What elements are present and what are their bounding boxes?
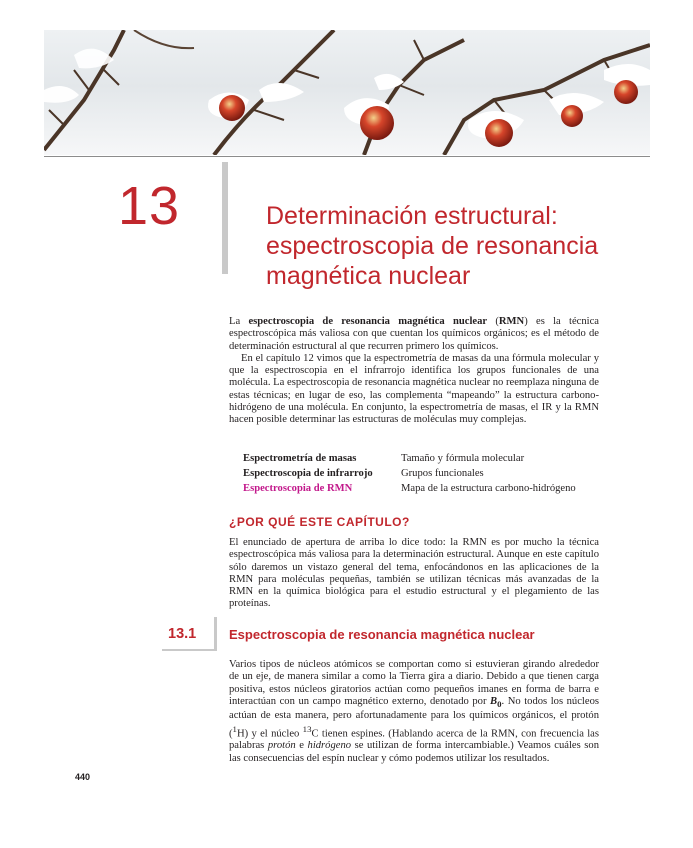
technique-description: Tamaño y fórmula molecular bbox=[401, 453, 525, 464]
header-rule bbox=[44, 156, 650, 157]
superscript: 13 bbox=[302, 723, 312, 734]
section-paragraph bbox=[229, 659, 599, 765]
technique-description: Mapa de la estructura carbono-hidrógeno bbox=[401, 483, 576, 494]
b0-subscript: 0 bbox=[497, 699, 502, 709]
chapter-title-line: magnética nuclear bbox=[266, 262, 471, 290]
text-run: e bbox=[295, 740, 308, 752]
chapter-title-line: espectroscopia de resonancia bbox=[266, 232, 599, 260]
technique-row bbox=[243, 481, 576, 496]
intro-text bbox=[229, 316, 599, 427]
text-run: ( bbox=[487, 316, 499, 327]
section-title: Espectroscopia de resonancia magnética nuclear bbox=[229, 627, 535, 642]
text-run: H) y el núcleo bbox=[236, 728, 303, 740]
bold-term: espectroscopia de resonancia magnética nuclear bbox=[248, 316, 488, 327]
technique-name: Espectroscopia de infrarrojo bbox=[243, 468, 373, 479]
text-run: Varios tipos de núcleos atómicos se comportan como si estuvieran girando alrededor de un eje, de manera similar a como la Tierra gira a diario. Debido a que tienen carga positiva, estos núcleos giratorios actúan como pequeños imanes en forma de barra e interactúan con un campo magnético externo, denotado por bbox=[229, 659, 599, 707]
italic-term: protón bbox=[267, 740, 296, 752]
technique-name: Espectrometría de masas bbox=[243, 453, 357, 464]
technique-row bbox=[243, 451, 576, 466]
text-run: . No todos los núcleos actúan de esta manera, pero afortunadamente para los químicos orgánicos, el protón ( bbox=[229, 695, 599, 740]
superscript: 1 bbox=[232, 723, 237, 734]
chapter-title bbox=[266, 201, 646, 291]
snowy-branches-berries-image bbox=[44, 30, 650, 155]
technique-description: Grupos funcionales bbox=[401, 468, 484, 479]
chapter-opener-photo bbox=[44, 30, 650, 155]
text-run: C tienen espines. (Hablando acerca de la RMN, con frecuencia las palabras bbox=[229, 728, 600, 752]
intro-paragraph-2: En el capítulo 12 vimos que la espectrometría de masas da una fórmula molecular y que la espectroscopia en el infrarrojo identifica los grupos funcionales de una molécula. La espectroscopia de resonancia magnética nuclear no reemplaza ninguna de estas técnicas; en lugar de eso, las complementa “mapeando” la estructura carbono-hidrógeno de una molécula. En conjunto, la espectrometría de masas, el IR y la RMN hacen posible determinar las estructuras de moléculas muy complejas. bbox=[229, 352, 599, 426]
technique-row bbox=[243, 466, 576, 481]
section-divider-bar bbox=[214, 617, 217, 649]
section-text bbox=[229, 659, 599, 765]
chapter-divider-bar bbox=[222, 162, 228, 274]
chapter-number: 13 bbox=[118, 176, 181, 236]
text-run: ) es la técnica espectroscópica más valiosa con que cuentan los químicos orgánicos; es el método de determinación estructural al que recurren primero los químicos. bbox=[229, 316, 599, 352]
why-chapter-text bbox=[229, 537, 599, 611]
why-paragraph: El enunciado de apertura de arriba lo dice todo: la RMN es por mucho la técnica espectroscópica más valiosa para la determinación estructural. Aunque en este capítulo sólo daremos un vistazo general del tema, enfocándonos en las aplicaciones de la RMN para moléculas pequeñas, también se utilizan técnicas más avanzadas de la RMN en la química biológica para el estudio estructural y el plegamiento de las proteínas. bbox=[229, 537, 599, 610]
italic-term: hidrógeno bbox=[307, 740, 352, 752]
section-underline bbox=[162, 649, 217, 651]
bold-term: RMN bbox=[498, 316, 525, 327]
section-number: 13.1 bbox=[168, 626, 197, 642]
page-number: 440 bbox=[75, 772, 91, 782]
technique-name-highlighted: Espectroscopia de RMN bbox=[243, 483, 353, 494]
text-run: La bbox=[229, 316, 249, 327]
intro-paragraph-1 bbox=[229, 316, 599, 353]
chapter-title-line: Determinación estructural: bbox=[266, 202, 558, 230]
why-chapter-heading: ¿POR QUÉ ESTE CAPÍTULO? bbox=[229, 515, 410, 529]
techniques-table bbox=[243, 451, 576, 496]
b0-symbol: B bbox=[490, 695, 498, 707]
text-run: se utilizan de forma intercambiable.) Veamos cuáles son las consecuencias del espín nuclear y cómo podemos utilizar los resultados. bbox=[229, 740, 599, 764]
